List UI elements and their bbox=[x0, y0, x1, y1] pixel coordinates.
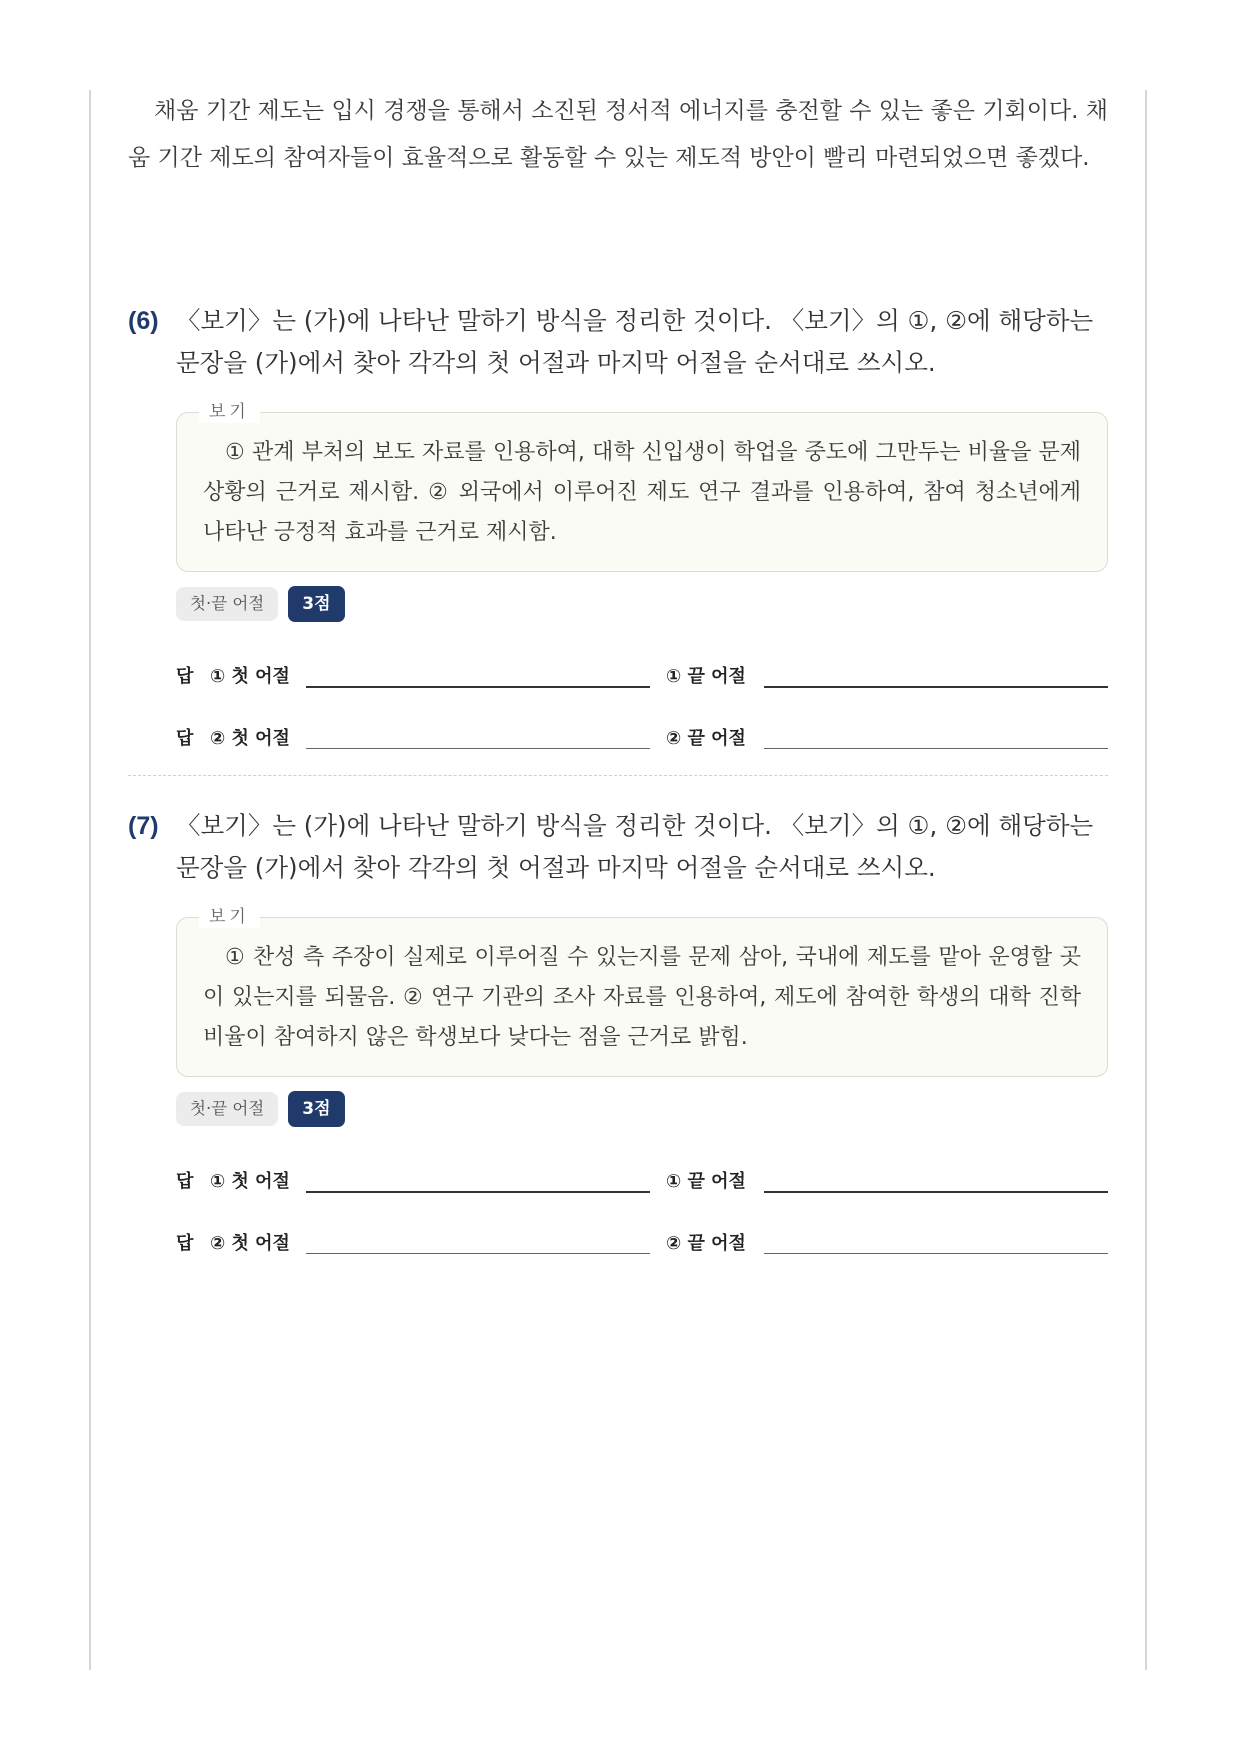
type-tag: 첫·끝 어절 bbox=[176, 1092, 278, 1126]
first-word-label: ② 첫 어절 bbox=[210, 728, 290, 749]
answer-label: 답 bbox=[176, 1233, 194, 1254]
right-margin-rule bbox=[1145, 90, 1147, 1670]
question-prompt: 〈보기〉는 (가)에 나타난 말하기 방식을 정리한 것이다. 〈보기〉의 ①, ②에 해당하는 문장을 (가)에서 찾아 각각의 첫 어절과 마지막 어절을 순서대로 쓰시오. bbox=[176, 811, 1094, 882]
answer-row bbox=[176, 702, 1108, 764]
section-divider bbox=[128, 775, 1108, 776]
question-number: (6) bbox=[128, 307, 159, 335]
question-number: (7) bbox=[128, 812, 159, 840]
bogi-box bbox=[176, 907, 1108, 1077]
score-badge: 3점 bbox=[288, 1091, 344, 1127]
last-word-label: ① 끝 어절 bbox=[666, 1171, 746, 1192]
answer-area bbox=[176, 1145, 1108, 1269]
last-word-answer-line[interactable] bbox=[764, 1191, 1108, 1193]
first-word-label: ① 첫 어절 bbox=[210, 1171, 290, 1192]
last-word-answer-line[interactable] bbox=[764, 686, 1108, 688]
first-word-label: ② 첫 어절 bbox=[210, 1233, 290, 1254]
answer-row bbox=[176, 1145, 1108, 1207]
first-word-label: ① 첫 어절 bbox=[210, 666, 290, 687]
first-word-answer-line[interactable] bbox=[306, 1253, 650, 1254]
question-tags bbox=[176, 586, 1108, 622]
last-word-label: ② 끝 어절 bbox=[666, 1233, 746, 1254]
bogi-label: 보기 bbox=[199, 906, 260, 928]
left-margin-rule bbox=[89, 90, 91, 1670]
question-tags bbox=[176, 1091, 1108, 1127]
passage-text: 채움 기간 제도는 입시 경쟁을 통해서 소진된 정서적 에너지를 충전할 수 있는 좋은 기회이다. 채움 기간 제도의 참여자들이 효율적으로 활동할 수 있는 제도적 방안이 빨리 마련되었으면 좋겠다. bbox=[128, 98, 1108, 171]
type-tag: 첫·끝 어절 bbox=[176, 587, 278, 621]
answer-row bbox=[176, 640, 1108, 702]
answer-label: 답 bbox=[176, 728, 194, 749]
question-prompt: 〈보기〉는 (가)에 나타난 말하기 방식을 정리한 것이다. 〈보기〉의 ①, ②에 해당하는 문장을 (가)에서 찾아 각각의 첫 어절과 마지막 어절을 순서대로 쓰시오. bbox=[176, 306, 1094, 377]
first-word-answer-line[interactable] bbox=[306, 686, 650, 688]
answer-area bbox=[176, 640, 1108, 764]
score-badge: 3점 bbox=[288, 586, 344, 622]
first-word-answer-line[interactable] bbox=[306, 1191, 650, 1193]
answer-row bbox=[176, 1207, 1108, 1269]
question-6 bbox=[128, 300, 1108, 764]
bogi-text: ① 관계 부처의 보도 자료를 인용하여, 대학 신입생이 학업을 중도에 그만두는 비율을 문제 상황의 근거로 제시함. ② 외국에서 이루어진 제도 연구 결과를 인용하여, 참여 청소년에게 나타난 긍정적 효과를 근거로 제시함. bbox=[203, 440, 1081, 545]
answer-label: 답 bbox=[176, 666, 194, 687]
first-word-answer-line[interactable] bbox=[306, 748, 650, 749]
bogi-box bbox=[176, 402, 1108, 572]
bogi-label: 보기 bbox=[199, 401, 260, 423]
question-header bbox=[128, 805, 1108, 889]
question-header bbox=[128, 300, 1108, 384]
last-word-label: ② 끝 어절 bbox=[666, 728, 746, 749]
question-7 bbox=[128, 805, 1108, 1269]
last-word-label: ① 끝 어절 bbox=[666, 666, 746, 687]
last-word-answer-line[interactable] bbox=[764, 1253, 1108, 1254]
answer-label: 답 bbox=[176, 1171, 194, 1192]
bogi-text: ① 찬성 측 주장이 실제로 이루어질 수 있는지를 문제 삼아, 국내에 제도를 맡아 운영할 곳이 있는지를 되물음. ② 연구 기관의 조사 자료를 인용하여, 제도에 참여한 학생의 대학 진학 비율이 참여하지 않은 학생보다 낮다는 점을 근거로 밝힘. bbox=[203, 945, 1081, 1050]
last-word-answer-line[interactable] bbox=[764, 748, 1108, 749]
